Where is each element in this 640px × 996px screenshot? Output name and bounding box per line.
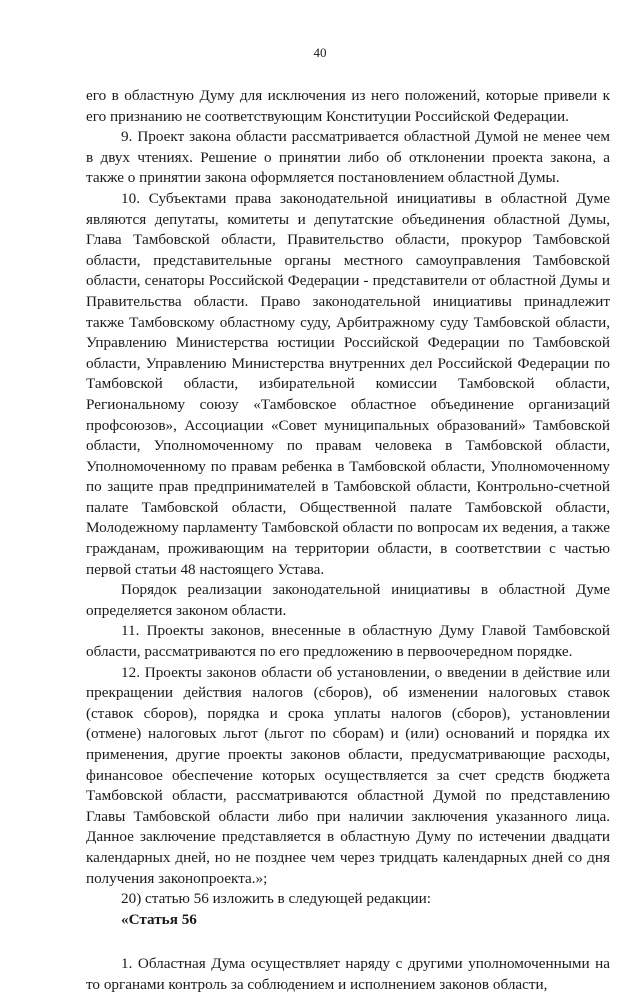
paragraph-amendment-20: 20) статью 56 изложить в следующей редакции: [121, 890, 431, 908]
paragraph-item-11: 11. Проекты законов, внесенные в областную Думу Главой Тамбовской области, рассматриваются по его предложению в первоочередном порядке. [86, 622, 610, 661]
document-body [86, 86, 610, 996]
paragraph-article-56-item-1: 1. Областная Дума осуществляет наряду с другими уполномоченными на то органами контроль за соблюдением и исполнением законов области, [86, 955, 610, 993]
paragraph-item-10: 10. Субъектами права законодательной инициативы в областной Думе являются депутаты, комитеты и депутатские объединения областной Думы, Глава Тамбовской области, Правительство области, прокурор Тамбовской области, представительные органы местного самоуправления Тамбовской области, сенаторы Российской Федерации - представители от областной Думы и Правительства области. Право законодательной инициативы принадлежит также Тамбовскому областному суду, Арбитражному суду Тамбовской области, Управлению Министерства юстиции Российской Федерации по Тамбовской области, Управлению Министерства внутренних дел Российской Федерации по Тамбовской области, избирательной комиссии Тамбовской области, Региональному союзу «Тамбовское областное объединение организаций профсоюзов», Ассоциации «Совет муниципальных образований» Тамбовской области, Уполномоченному по правам человека в Тамбовской области, Уполномоченному по правам ребенка в Тамбовской области, Уполномоченному по защите прав предпринимателей в Тамбовской области, Контрольно-счетной палате Тамбовской области, Общественной палате Тамбовской области, Молодежному парламенту Тамбовской области по вопросам их ведения, а также гражданам, проживающим на территории области, в соответствии с частью первой статьи 48 настоящего Устава. [86, 189, 610, 578]
paragraph-procedure: Порядок реализации законодательной инициативы в областной Думе определяется законом области. [86, 581, 610, 619]
paragraph-item-9: 9. Проект закона области рассматривается областной Думой не менее чем в двух чтениях. Решение о принятии либо об отклонении проекта закона, а также о принятии закона оформляется постановлением областной Думы. [86, 128, 610, 187]
spacer [86, 930, 610, 954]
paragraph-item-12: 12. Проекты законов области об установлении, о введении в действие или прекращении действия налогов (сборов), об изменении налоговых ставок (ставок сборов), порядка и срока уплаты налогов (сборов), установлении (отмене) налоговых льгот (льгот по сборам) и (или) оснований и порядка их применения, другие проекты законов области, предусматривающие расходы, финансовое обеспечение которых осуществляется за счет средств бюджета Тамбовской области, рассматриваются областной Думой по представлению Главы Тамбовской области либо при наличии заключения указанного лица. Данное заключение представляется в областную Думу по истечении двадцати календарных дней, но не позднее чем через тридцать календарных дней со дня получения законопроекта.»; [86, 663, 610, 887]
article-heading: «Статья 56 [121, 910, 197, 928]
paragraph-continuation: его в областную Думу для исключения из него положений, которые привели к его признанию не соответствующим Конституции Российской Федерации. [86, 87, 610, 125]
page-number: 40 [313, 45, 327, 60]
